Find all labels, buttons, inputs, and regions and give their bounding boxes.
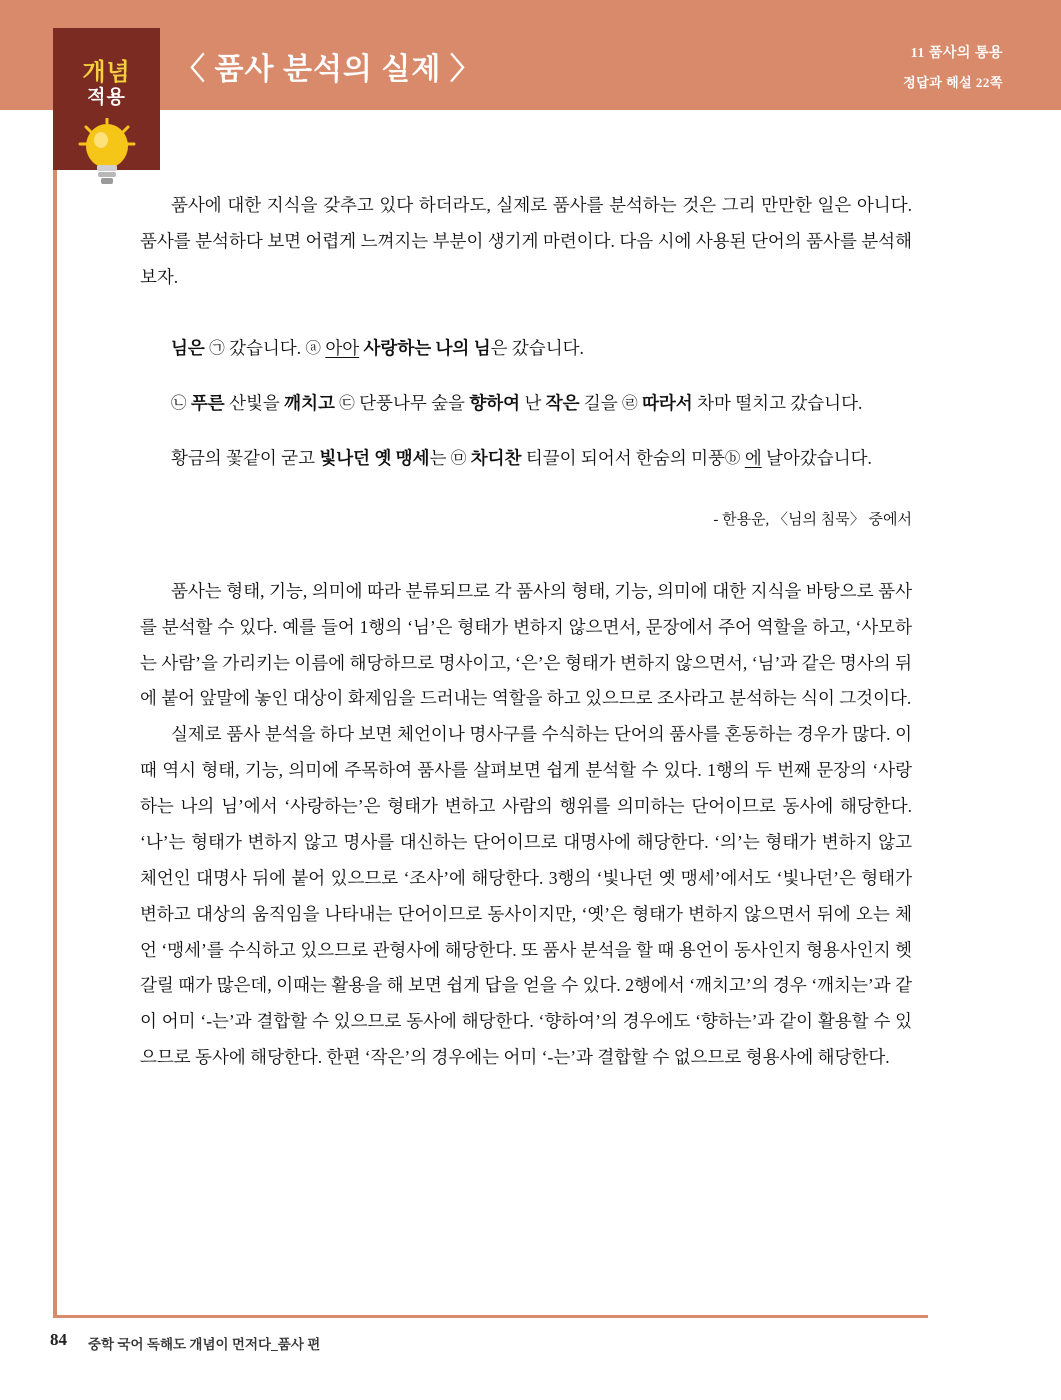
poem-token-pureun: 푸른 (190, 392, 225, 413)
poem-token-gireul: 길을 (583, 392, 618, 413)
poem-token-nan: 난 (524, 392, 542, 413)
poem-token-sanbiccheul: 산빛을 (229, 392, 280, 413)
explanation-block (140, 574, 912, 1076)
poem-token-hwanggeumui: 황금의 꽃같이 굳고 (171, 447, 315, 468)
poem-marker-digeut: ㉢ (339, 394, 355, 412)
poem-token-neun: 는 (429, 447, 447, 468)
poem-token-danpungnamu-supeul: 단풍나무 숲을 (359, 392, 465, 413)
poem-token-gatseumnida: 갔습니다. (229, 337, 302, 358)
explanation-paragraph-2: 실제로 품사 분석을 하다 보면 체언이나 명사구를 수식하는 단어의 품사를 혼동하는 경우가 많다. 이때 역시 형태, 기능, 의미에 주목하여 품사를 살펴보면 쉽게 분석할 수 있다. 1행의 두 번째 문장의 ‘사랑하는 나의 님’에서 ‘사랑하는’은 형태가 변하고 사람의 행위를 의미하는 단어이므로 동사에 해당한다. ‘나’는 형태가 변하지 않고 명사를 대신하는 단어이므로 대명사에 해당한다. ‘의’는 형태가 변하지 않고 체언인 대명사 뒤에 붙어 있으므로 ‘조사’에 해당한다. 3행의 ‘빛나던 옛 맹세’에서도 ‘빛나던’은 형태가 변하고 대상의 움직임을 나타내는 단어이므로 동사이지만, ‘옛’은 형태가 변하지 않으면서 뒤에 오는 체언 ‘맹세’를 수식하고 있으므로 관형사에 해당한다. 또 품사 분석을 할 때 용언이 동사인지 형용사인지 헷갈릴 때가 많은데, 이때는 활용을 해 보면 쉽게 답을 얻을 수 있다. 2행에서 ‘깨치고’의 경우 ‘깨치는’과 같이 어미 ‘-는’과 결합할 수 있으므로 동사에 해당한다. ‘향하여’의 경우에도 ‘향하는’과 같이 활용할 수 있으므로 동사에 해당한다. 한편 ‘작은’의 경우에는 어미 ‘-는’과 결합할 수 없으므로 형용사에 해당한다. (140, 724, 912, 1068)
chapter-label: 11 품사의 통용 (910, 46, 1003, 61)
poem-marker-mieum: ㉤ (450, 449, 467, 467)
poem-line-3 (140, 440, 912, 478)
poem-marker-b: ⓑ (724, 449, 741, 467)
poem-token-tikkeuri: 티끌이 되어서 한숨의 미풍 (525, 447, 725, 468)
poem-token-chama: 차마 떨치고 갔습니다. (697, 392, 863, 413)
left-accent-rule (53, 170, 57, 1315)
page-content (140, 188, 912, 1076)
poem-marker-rieul: ㉣ (622, 394, 638, 412)
badge-label-top: 개념 (82, 60, 131, 86)
poem-block (140, 330, 912, 536)
answer-reference-label: 정답과 해설 22쪽 (903, 75, 1003, 90)
page-title: 〈 품사 분석의 실제 〉 (175, 53, 481, 86)
poem-marker-gieok: ㉠ (209, 339, 225, 357)
poem-token-eun-gatseumnida: 은 갔습니다. (490, 337, 584, 358)
explanation-paragraph-1: 품사는 형태, 기능, 의미에 따라 분류되므로 각 품사의 형태, 기능, 의미에 대한 지식을 바탕으로 품사를 분석할 수 있다. 예를 들어 1행의 ‘님’은 형태가 변하지 않으면서, 문장에서 주어 역할을 하고, ‘사모하는 사람’을 가리키는 이름에 해당하므로 명사이고, ‘은’은 형태가 변하지 않으면서, ‘님’과 같은 명사의 뒤에 붙어 앞말에 놓인 대상이 화제임을 드러내는 역할을 하고 있으므로 조사라고 분석하는 식이 그것이다. (140, 580, 912, 709)
poem-token-hyanghayeo: 향하여 (469, 392, 521, 413)
poem-token-bitnadeon-yet-maengse: 빛나던 옛 맹세 (319, 447, 430, 468)
poem-token-ttaraseo: 따라서 (641, 392, 693, 413)
poem-line-1 (140, 330, 912, 368)
poem-token-aa: 아아 (325, 337, 360, 358)
footer-rule (53, 1315, 928, 1318)
concept-apply-badge (53, 28, 160, 170)
lightbulb-icon (77, 118, 137, 193)
page-number: 84 (50, 1330, 67, 1349)
poem-token-jageun: 작은 (545, 392, 580, 413)
intro-paragraph: 품사에 대한 지식을 갖추고 있다 하더라도, 실제로 품사를 분석하는 것은 그리 만만한 일은 아니다. 품사를 분석하다 보면 어렵게 느껴지는 부분이 생기게 마련이다. 다음 시에 사용된 단어의 품사를 분석해 보자. (140, 195, 912, 287)
poem-token-saranghaneun-naui-nim: 사랑하는 나의 님 (363, 337, 491, 358)
header-reference-group (903, 42, 1003, 91)
badge-label-bottom: 적용 (87, 87, 126, 108)
poem-marker-nieun: ㉡ (171, 394, 187, 412)
poem-marker-a: ⓐ (305, 339, 321, 357)
poem-token-kkaechigo: 깨치고 (284, 392, 335, 413)
poem-line-2 (140, 385, 912, 423)
poem-credit: - 한용운, 〈님의 침묵〉 중에서 (713, 511, 912, 528)
book-title-footer: 중학 국어 독해도 개념이 먼저다_품사 편 (88, 1337, 321, 1352)
poem-token-naragatseumnida: 날아갔습니다. (766, 447, 872, 468)
poem-token-chadichan: 차디찬 (470, 447, 522, 468)
poem-token-nimeun: 님은 (171, 337, 205, 358)
poem-token-e: 에 (744, 447, 762, 468)
